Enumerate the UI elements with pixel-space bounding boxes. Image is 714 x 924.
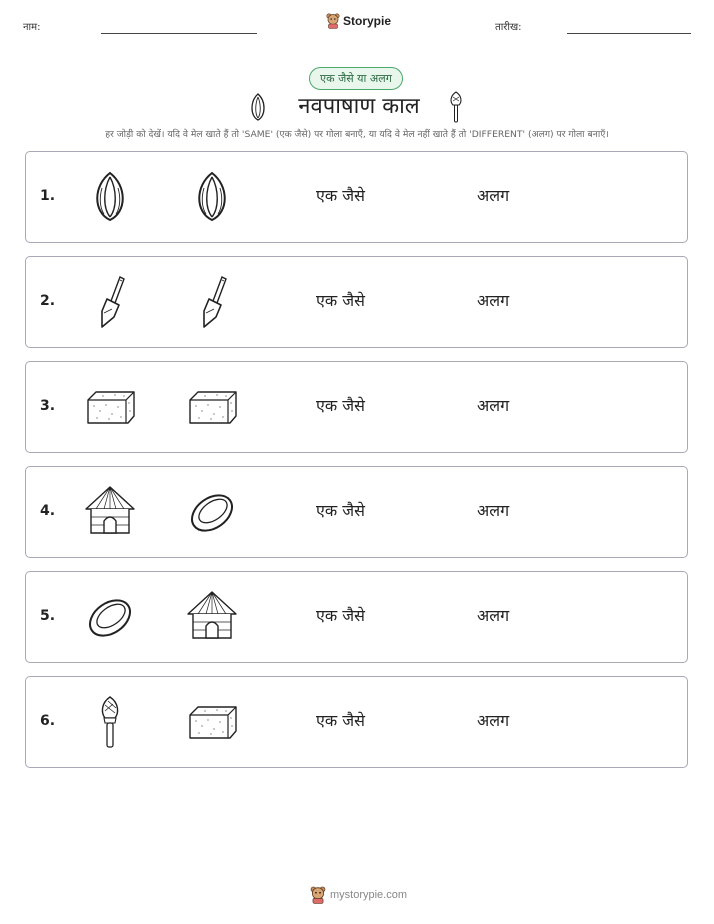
question-row (25, 571, 688, 663)
stone-axe-icon (446, 90, 466, 124)
same-option[interactable]: एक जैसे (316, 396, 365, 415)
stone-axe-icon (82, 693, 138, 751)
question-row (25, 151, 688, 243)
instructions: हर जोड़ी को देखें। यदि वे मेल खाते हैं तो 'SAME' (एक जैसे) पर गोला बनाएँ, या यदि वे मेल नहीं खाते हैं तो 'DIFFERENT' (अलग) पर गोला बनाएँ। (105, 129, 609, 140)
different-option[interactable]: अलग (477, 606, 510, 625)
question-row (25, 466, 688, 558)
bear-mascot-icon (326, 13, 340, 29)
bear-mascot-icon (310, 886, 326, 904)
seed-icon (184, 168, 240, 226)
question-number: 6. (40, 713, 56, 729)
question-number: 5. (40, 608, 56, 624)
hut-icon (82, 483, 138, 541)
question-number: 1. (40, 188, 56, 204)
same-option[interactable]: एक जैसे (316, 606, 365, 625)
question-row (25, 256, 688, 348)
page-title: नवपाषाण काल (298, 94, 420, 119)
different-option[interactable]: अलग (477, 396, 510, 415)
question-number: 4. (40, 503, 56, 519)
name-label: नाम: (23, 22, 41, 33)
footer-site: mystorypie.com (330, 889, 408, 901)
mud-brick-icon (184, 693, 240, 751)
same-option[interactable]: एक जैसे (316, 186, 365, 205)
same-option[interactable]: एक जैसे (316, 501, 365, 520)
hut-icon (184, 588, 240, 646)
same-option[interactable]: एक जैसे (316, 711, 365, 730)
question-number: 3. (40, 398, 56, 414)
seed-icon (247, 92, 269, 122)
trowel-icon (82, 273, 138, 331)
same-option[interactable]: एक जैसे (316, 291, 365, 310)
footer (310, 886, 407, 904)
different-option[interactable]: अलग (477, 291, 510, 310)
question-number: 2. (40, 293, 56, 309)
trowel-icon (184, 273, 240, 331)
different-option[interactable]: अलग (477, 501, 510, 520)
date-label: तारीख: (495, 22, 522, 33)
grinding-stone-icon (82, 588, 138, 646)
question-row (25, 676, 688, 768)
name-line[interactable] (101, 33, 257, 34)
worksheet-type-badge: एक जैसे या अलग (309, 67, 403, 90)
different-option[interactable]: अलग (477, 711, 510, 730)
question-row (25, 361, 688, 453)
grinding-stone-icon (184, 483, 240, 541)
different-option[interactable]: अलग (477, 186, 510, 205)
mud-brick-icon (184, 378, 240, 436)
mud-brick-icon (82, 378, 138, 436)
storypie-logo (326, 13, 391, 29)
date-line[interactable] (567, 33, 691, 34)
brand-name: Storypie (343, 14, 392, 28)
seed-icon (82, 168, 138, 226)
